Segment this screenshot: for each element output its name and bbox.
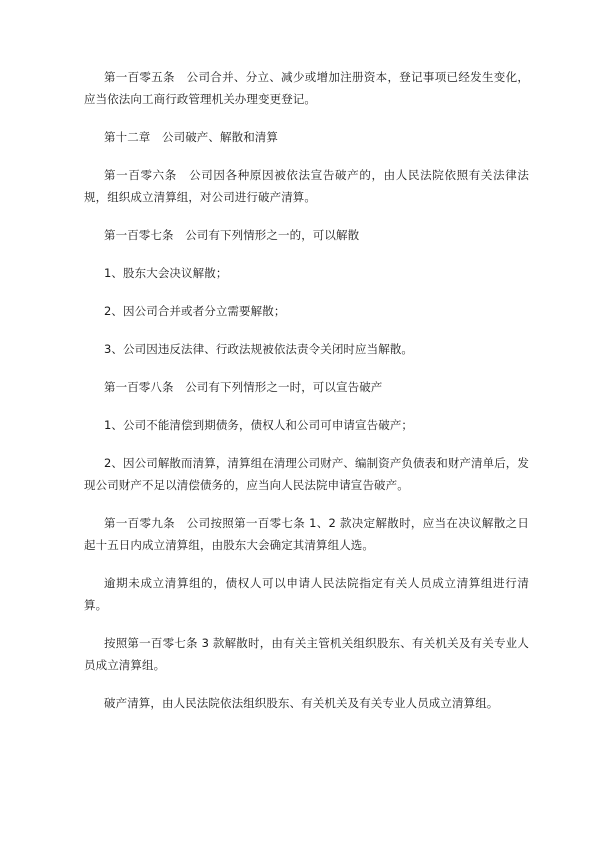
article-107-item-3: 3、公司因违反法律、行政法规被依法责令关闭时应当解散。 [104,342,414,356]
article-109: 第一百零九条 公司按照第一百零七条 1、2 款决定解散时，应当在决议解散之日起十五日内成立清算组，由股东大会确定其清算组人选。 [84,516,529,552]
article-105: 第一百零五条 公司合并、分立、减少或增加注册资本，登记事项已经发生变化，应当依法向工商行政管理机关办理变更登记。 [84,70,529,106]
article-107: 第一百零七条 公司有下列情形之一的，可以解散 [104,228,360,242]
article-106: 第一百零六条 公司因各种原因被依法宣告破产的，由人民法院依照有关法律法规，组织成立清算组，对公司进行破产清算。 [84,168,529,204]
article-107-item-1: 1、股东大会决议解散； [104,266,228,280]
article-108-item-2: 2、因公司解散而清算，清算组在清理公司财产、编制资产负债表和财产清单后，发现公司财产不足以清偿债务的，应当向人民法院申请宣告破产。 [84,456,530,492]
document-body [84,66,529,730]
article-107-item-2: 2、因公司合并或者分立需要解散； [104,304,286,318]
article-108-item-1: 1、公司不能清偿到期债务，债权人和公司可申请宣告破产； [104,418,414,432]
chapter-12-heading: 第十二章 公司破产、解散和清算 [104,130,278,144]
article-108: 第一百零八条 公司有下列情形之一时，可以宣告破产 [104,380,383,394]
article-109-overdue: 逾期未成立清算组的，债权人可以申请人民法院指定有关人员成立清算组进行清算。 [84,576,529,612]
article-109-clause-3: 按照第一百零七条 3 款解散时，由有关主管机关组织股东、有关机关及有关专业人员成立清算组。 [84,636,529,672]
article-109-bankruptcy: 破产清算，由人民法院依法组织股东、有关机关及有关专业人员成立清算组。 [104,696,499,710]
